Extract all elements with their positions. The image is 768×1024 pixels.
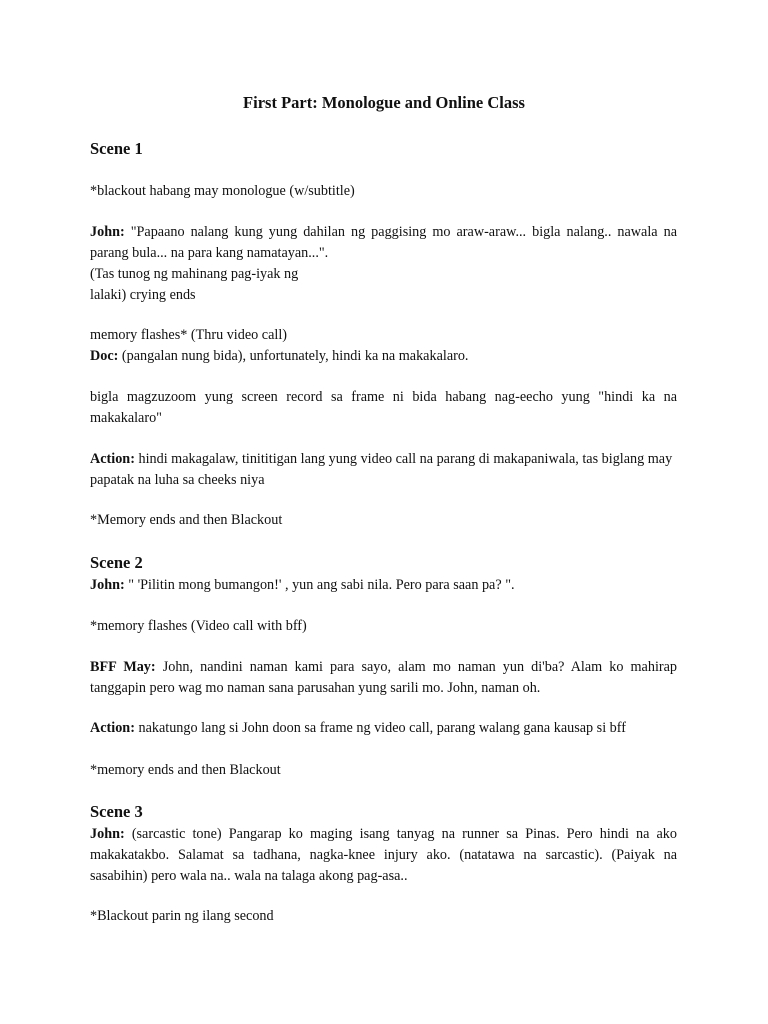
scene-1-memory-ends: *Memory ends and then Blackout [90,512,283,528]
scene-1-john-line [90,222,677,264]
scene-1-crying-note-line-1: (Tas tunog ng mahinang pag-iyak ng [90,266,299,282]
dialogue-text: (pangalan nung bida), unfortunately, hindi ka na makakalaro. [118,348,469,364]
scene-2-memory-flashes: *memory flashes (Video call with bff) [90,618,307,634]
speaker-label: John: [90,826,125,842]
scene-3-john-line [90,824,677,887]
scene-1-heading: Scene 1 [90,139,143,158]
action-label: Action: [90,451,135,467]
action-text: hindi makagalaw, tinititigan lang yung video call na parang di makapaniwala, tas biglang may papatak na luha sa cheeks niya [90,451,673,488]
scene-1-zoom-direction: bigla magzuzoom yung screen record sa frame ni bida habang nag-eecho yung "hindi ka na makakalaro" [90,389,677,426]
scene-1-crying-note-line-2: lalaki) crying ends [90,287,196,303]
action-text: nakatungo lang si John doon sa frame ng video call, parang walang gana kausap si bff [134,720,626,736]
dialogue-text: "Papaano nalang kung yung dahilan ng paggising mo araw-araw... bigla nalang.. nawala na parang bula... na para kang namatayan...". [90,224,677,261]
dialogue-text: (sarcastic tone) Pangarap ko maging isang tanyag na runner sa Pinas. Pero hindi na ako makakatakbo. Salamat sa tadhana, nagka-knee injury ako. (natatawa na sarcastic). (Paiyak na sasabihin) pero wala na.. wala na talaga akong pag-asa.. [90,826,677,884]
speaker-label: John: [90,577,125,593]
action-label: Action: [90,720,135,736]
speaker-label: Doc: [90,348,119,364]
speaker-label: BFF May: [90,659,156,675]
scene-2-memory-ends: *memory ends and then Blackout [90,762,281,778]
speaker-label: John: [90,224,125,240]
scene-3-heading: Scene 3 [90,802,143,821]
scene-2-action [90,718,677,739]
dialogue-text: " 'Pilitin mong bumangon!' , yun ang sabi nila. Pero para saan pa? ". [124,577,515,593]
scene-2-john-line [90,575,677,596]
scene-2-bff-line [90,657,677,699]
scene-2-heading: Scene 2 [90,553,143,572]
scene-1-doc-line [90,346,677,367]
scene-1-action [90,449,677,491]
scene-3-blackout-note: *Blackout parin ng ilang second [90,908,274,924]
scene-1-memory-flashes: memory flashes* (Thru video call) [90,327,287,343]
dialogue-text: John, nandini naman kami para sayo, alam mo naman yun di'ba? Alam ko mahirap tanggapin pero wag mo naman sana parusahan yung sarili mo. John, naman oh. [90,659,677,696]
scene-1-blackout-note: *blackout habang may monologue (w/subtitle) [90,183,355,199]
document-title: First Part: Monologue and Online Class [243,93,525,112]
